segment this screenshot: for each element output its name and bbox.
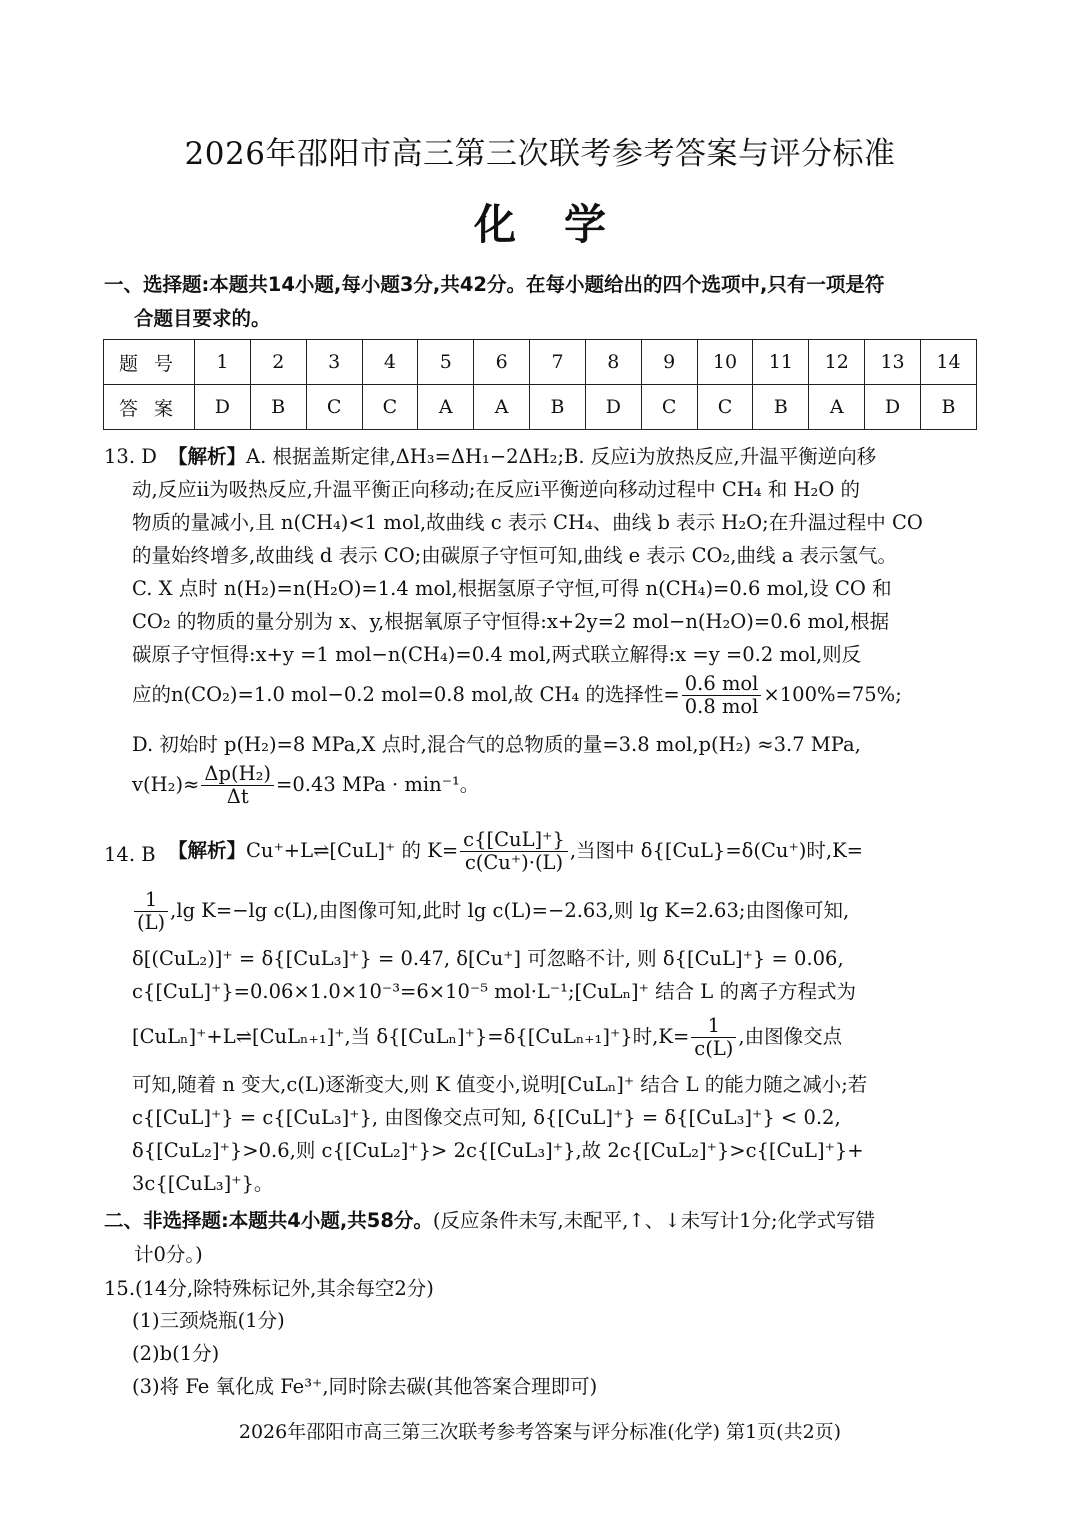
- table-cell: 14: [920, 340, 976, 385]
- table-cell: 10: [697, 340, 753, 385]
- table-cell: 3: [306, 340, 362, 385]
- table-cell: D: [865, 385, 921, 430]
- table-cell: 1: [195, 340, 251, 385]
- table-cell: A: [474, 385, 530, 430]
- fraction: $\frac{\text{0.6 mol}}{\text{0.8 mol}}$: [682, 673, 762, 718]
- q14-first-line: 【解析】Cu⁺+L⇌[CuL]⁺ 的 K= $\frac{\text{c\{[CuL]⁺\}}}{c(Cu^+)\cdot(L)}$ ,当图中 δ{[CuL}=δ(Cu⁺)时,K=: [168, 828, 863, 874]
- table-cell: 8: [585, 340, 641, 385]
- table-cell: 9: [641, 340, 697, 385]
- table-cell: 6: [474, 340, 530, 385]
- table-cell: D: [195, 385, 251, 430]
- row-label-answer: 答案: [104, 385, 195, 430]
- table-cell: 2: [250, 340, 306, 385]
- table-row-answers: [104, 385, 977, 430]
- table-cell: B: [753, 385, 809, 430]
- table-cell: 7: [530, 340, 586, 385]
- q13-label: 13. D: [104, 445, 157, 468]
- q15-answer-2: (2)b(1分): [132, 1342, 220, 1365]
- row-label-number: 题号: [104, 340, 195, 385]
- fraction: $\frac{\text{Δp(H₂)}}{\Delta t}$: [201, 763, 274, 808]
- fraction: $\frac{1}{(L)}$: [134, 889, 168, 934]
- table-cell: C: [697, 385, 753, 430]
- section1-heading: 一、选择题:本题共14小题,每小题3分,共42分。在每小题给出的四个选项中,只有一项是符 合题目要求的。: [104, 273, 885, 330]
- table-cell: C: [362, 385, 418, 430]
- q13-first-line: 【解析】A. 根据盖斯定律,ΔH₃=ΔH₁−2ΔH₂;B. 反应ⅰ为放热反应,升温平衡逆向移: [168, 445, 877, 468]
- q15-answers: [132, 1304, 982, 1403]
- q15-header: 15.(14分,除特殊标记外,其余每空2分): [104, 1277, 434, 1300]
- section2-heading: 二、非选择题:本题共4小题,共58分。(反应条件未写,未配平,↑、↓未写计1分;化学式写错 计0分。): [104, 1209, 876, 1266]
- table-cell: B: [530, 385, 586, 430]
- table-cell: C: [306, 385, 362, 430]
- fraction: $\frac{\text{c\{[CuL]⁺\}}}{c(Cu^+)\cdot(L)}$: [460, 829, 568, 874]
- table-cell: B: [250, 385, 306, 430]
- table-cell: 11: [753, 340, 809, 385]
- table-cell: 4: [362, 340, 418, 385]
- table-cell: B: [920, 385, 976, 430]
- q15-answer-1: (1)三颈烧瓶(1分): [132, 1309, 285, 1332]
- table-cell: A: [809, 385, 865, 430]
- table-row-numbers: [104, 340, 977, 385]
- document-title: 2026年邵阳市高三第三次联考参考答案与评分标准: [184, 136, 896, 172]
- q13-line-d: D. 初始时 p(H₂)=8 MPa,X 点时,混合气的总物质的量=3.8 mol,p(H₂) ≈3.7 MPa,: [132, 733, 861, 756]
- q14-analysis-cont: 可知,随着 n 变大,c(L)逐渐变大,则 K 值变小,说明[CuLₙ]⁺ 结合 L 的能力随之减小;若 c{[CuL]⁺} = c{[CuL₃]⁺}, 由图像交点可知, δ{[CuL]⁺} = δ{[CuL₃]⁺} < 0.2, δ{[CuL₂]⁺}>0.6,则 c{[CuL₂]⁺}> 2c{[CuL₃]⁺},故 2c{[CuL₂]⁺}>c{[CuL]⁺}+ 3c{[CuL₃]⁺}。: [132, 1073, 868, 1195]
- table-cell: A: [418, 385, 474, 430]
- table-cell: 13: [865, 340, 921, 385]
- q14-analysis: δ[(CuL₂)]⁺ = δ{[CuL₃]⁺} = 0.47, δ[Cu⁺] 可忽略不计, 则 δ{[CuL]⁺} = 0.06, c{[CuL]⁺}=0.06×1.0×10⁻³=6×10⁻⁵ mol·L⁻¹;[CuLₙ]⁺ 结合 L 的离子方程式为: [132, 947, 856, 1003]
- q14-second-line: $\frac{1}{(L)}$ ,lg K=−lg c(L),由图像可知,此时 lg c(L)=−2.63,则 lg K=2.63;由图像可知,: [132, 886, 982, 936]
- q14-label: 14. B: [104, 843, 156, 866]
- page-footer: 2026年邵阳市高三第三次联考参考答案与评分标准(化学) 第1页(共2页): [238, 1421, 842, 1443]
- table-cell: 5: [418, 340, 474, 385]
- q14-equation-line: [CuLₙ]⁺+L⇌[CuLₙ₊₁]⁺,当 δ{[CuLₙ]⁺}=δ{[CuLₙ₊₁]⁺}时,K= $\frac{1}{c(L)}$ ,由图像交点: [132, 1014, 843, 1060]
- q13-rate-line: v(H₂)≈ $\frac{\text{Δp(H₂)}}{\Delta t}$ =0.43 MPa · min⁻¹。: [132, 762, 480, 808]
- answer-table: [103, 339, 977, 430]
- fraction: $\frac{1}{c(L)}$: [691, 1015, 736, 1060]
- table-cell: 12: [809, 340, 865, 385]
- table-cell: D: [585, 385, 641, 430]
- q13-analysis: 动,反应ⅱ为吸热反应,升温平衡正向移动;在反应ⅰ平衡逆向移动过程中 CH₄ 和 H₂O 的 物质的量减小,且 n(CH₄)<1 mol,故曲线 c 表示 CH₄、曲线 b 表示 H₂O;在升温过程中 CO 的量始终增多,故曲线 d 表示 CO;由碳原子守恒可知,曲线 e 表示 CO₂,曲线 a 表示氢气。 C. X 点时 n(H₂)=n(H₂O)=1.4 mol,根据氢原子守恒,可得 n(CH₄)=0.6 mol,设 CO 和 CO₂ 的物质的量分别为 x、y,根据氧原子守恒得:x+2y=2 mol−n(H₂O)=0.6 mol,根据 碳原子守恒得:x+y =1 mol−n(CH₄)=0.4 mol,两式联立解得:x =y =0.2 mol,则反: [132, 478, 923, 666]
- q15-answer-3: (3)将 Fe 氧化成 Fe³⁺,同时除去碳(其他答案合理即可): [132, 1375, 598, 1398]
- subject-title: 化学: [473, 200, 654, 249]
- table-cell: C: [641, 385, 697, 430]
- q13-selectivity-line: 应的n(CO₂)=1.0 mol−0.2 mol=0.8 mol,故 CH₄ 的选择性= $\frac{\text{0.6 mol}}{\text{0.8 mol}}$ ×100%=75%;: [132, 672, 902, 718]
